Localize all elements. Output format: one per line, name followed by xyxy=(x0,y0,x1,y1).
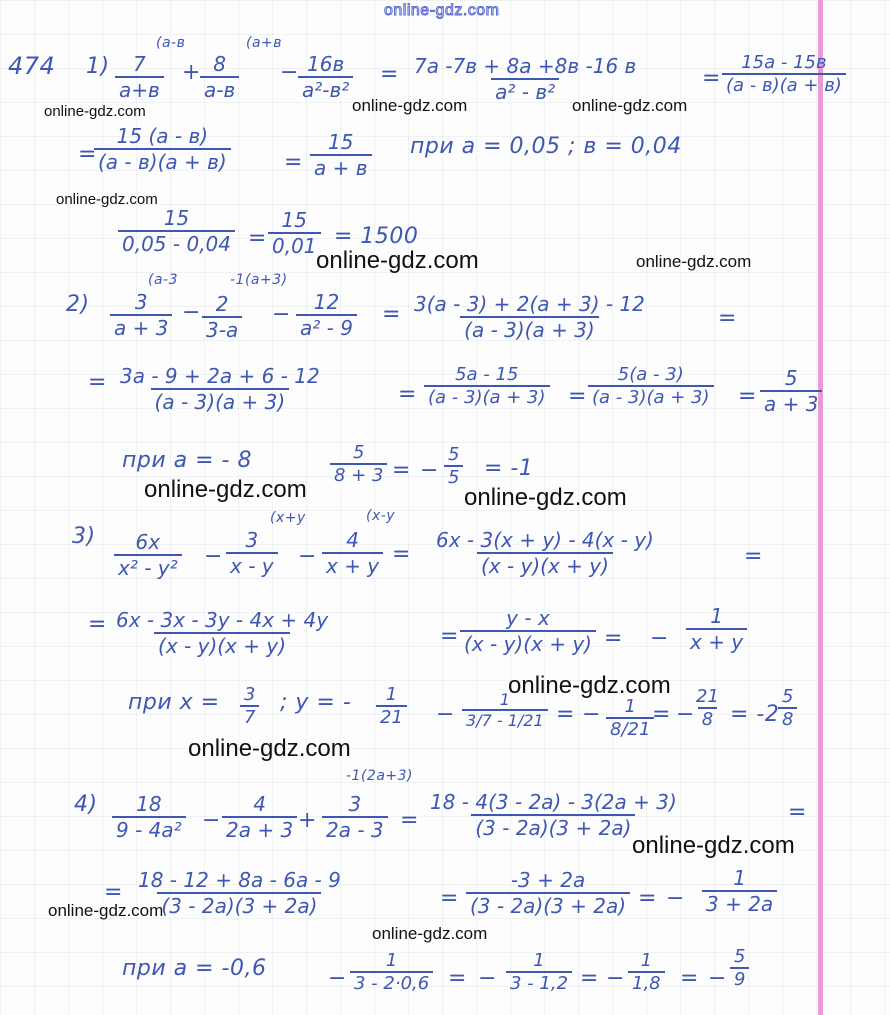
watermark: online-gdz.com xyxy=(464,484,627,511)
equals-sign: = xyxy=(78,142,97,167)
denominator: (a - 3)(a + 3) xyxy=(460,316,599,342)
denominator: 1,8 xyxy=(628,971,665,994)
watermark: online-gdz.com xyxy=(44,103,146,120)
part-2-label: 2) xyxy=(66,292,90,317)
minus-sign: − xyxy=(606,966,625,991)
numerator: 5 xyxy=(448,444,460,465)
p3-mixed-fraction xyxy=(778,686,797,730)
denominator: 3-a xyxy=(202,316,242,342)
p4-t3-sup: -1(2a+3) xyxy=(346,768,414,784)
denominator: 3 - 2·0,6 xyxy=(350,971,433,994)
denominator: 8 xyxy=(778,707,797,730)
p2-calc-1 xyxy=(330,442,387,486)
denominator: (a - 3)(a + 3) xyxy=(151,388,290,414)
p3-result-4 xyxy=(686,604,747,654)
p1-calc-2 xyxy=(268,208,321,258)
numerator: 16в xyxy=(307,52,345,76)
equals-sign: = xyxy=(440,624,459,649)
equals-sign: = xyxy=(604,626,623,651)
numerator: 3 xyxy=(244,684,256,705)
p3-y-value xyxy=(376,684,407,728)
p2-calc-2 xyxy=(444,444,463,488)
numerator: 7a -7в + 8a +8в -16 в xyxy=(414,54,637,78)
equals-sign: = xyxy=(88,612,107,637)
numerator: 6x - 3x - 3y - 4x + 4y xyxy=(116,608,329,632)
p3-y-label: ; y = - xyxy=(280,690,352,715)
minus-sign: − xyxy=(202,808,221,833)
p2-term-2 xyxy=(202,292,242,342)
equals-sign: = xyxy=(382,302,401,327)
numerator: 5 xyxy=(352,442,365,463)
p3-calc-2 xyxy=(606,696,654,740)
numerator: 5a - 15 xyxy=(455,364,519,385)
denominator: a-в xyxy=(200,76,239,102)
denominator: (3 - 2a)(3 + 2a) xyxy=(471,814,635,840)
denominator: 8 xyxy=(698,707,717,730)
p2-term-1 xyxy=(110,290,172,340)
minus-sign: − xyxy=(582,702,601,727)
minus-sign: − xyxy=(676,702,695,727)
denominator: (a - 3)(a + 3) xyxy=(588,385,714,408)
watermark: online-gdz.com xyxy=(572,96,688,115)
p1-result-2 xyxy=(722,52,846,96)
numerator: 6x - 3(x + y) - 4(x - y) xyxy=(436,528,654,552)
numerator: 5 xyxy=(784,366,798,390)
equals-sign: = xyxy=(392,542,411,567)
equals-sign: = xyxy=(718,306,737,331)
watermark: online-gdz.com xyxy=(372,924,488,943)
numerator: 18 - 12 + 8a - 6a - 9 xyxy=(138,868,341,892)
denominator: (x - y)(x + y) xyxy=(460,630,596,656)
numerator: 4 xyxy=(253,792,266,816)
denominator: 8 + 3 xyxy=(330,463,387,486)
watermark: online-gdz.com xyxy=(632,832,795,859)
p3-term-1 xyxy=(114,530,182,580)
denominator: a² - в² xyxy=(491,78,559,104)
plus-sign: + xyxy=(298,808,317,833)
denominator: 7 xyxy=(240,705,259,728)
watermark: online-gdz.com xyxy=(352,96,468,115)
p1-result-3 xyxy=(94,124,231,174)
p1-condition: при a = 0,05 ; в = 0,04 xyxy=(410,134,682,159)
numerator: 1 xyxy=(533,950,545,971)
numerator: -3 + 2a xyxy=(510,868,586,892)
equals-sign: = xyxy=(392,458,411,483)
p3-result-3 xyxy=(460,606,596,656)
equals-sign: = xyxy=(248,226,267,251)
denominator: 5 xyxy=(444,465,463,488)
numerator: 4 xyxy=(346,528,359,552)
watermark: online-gdz.com xyxy=(48,901,164,920)
p1-term-1 xyxy=(115,52,164,102)
denominator: a² - 9 xyxy=(296,314,357,340)
denominator: (x - y)(x + y) xyxy=(154,632,290,658)
p1-result: = 1500 xyxy=(334,224,419,249)
numerator: 15 xyxy=(163,206,190,230)
numerator: 3 xyxy=(245,528,259,552)
numerator: 15 xyxy=(281,208,307,232)
watermark: online-gdz.com xyxy=(508,672,671,699)
p3-result-2 xyxy=(112,608,332,658)
numerator: 1 xyxy=(640,950,653,971)
equals-sign: = xyxy=(556,702,575,727)
p2-result: = -1 xyxy=(484,456,534,481)
denominator: a + 3 xyxy=(760,390,822,416)
p3-t3-sup: (x-y xyxy=(366,508,396,524)
numerator: 6x xyxy=(135,530,161,554)
numerator: 15 (a - в) xyxy=(116,124,209,148)
minus-sign: − xyxy=(280,60,299,85)
denominator: 3 + 2a xyxy=(702,890,777,916)
numerator: 7 xyxy=(133,52,146,76)
p1-result-4 xyxy=(310,130,372,180)
watermark: online-gdz.com xyxy=(56,191,158,208)
p3-term-2 xyxy=(226,528,278,578)
numerator: 3a - 9 + 2a + 6 - 12 xyxy=(120,364,320,388)
p2-term-3 xyxy=(296,290,357,340)
denominator: x + y xyxy=(686,628,747,654)
denominator: 3 - 1,2 xyxy=(506,971,572,994)
numerator: 18 - 4(3 - 2a) - 3(2a + 3) xyxy=(430,790,677,814)
denominator: 8/21 xyxy=(606,717,654,740)
watermark: online-gdz.com xyxy=(316,247,479,274)
equals-sign: = xyxy=(380,62,399,87)
minus-sign: − xyxy=(182,300,201,325)
equals-sign: = xyxy=(284,150,303,175)
numerator: 2 xyxy=(215,292,229,316)
watermark: online-gdz.com xyxy=(636,252,752,271)
denominator: (3 - 2a)(3 + 2a) xyxy=(466,892,630,918)
equals-sign: = xyxy=(738,384,757,409)
denominator: (a - в)(a + в) xyxy=(94,148,231,174)
denominator: x + y xyxy=(322,552,383,578)
p2-result-2 xyxy=(116,364,324,414)
equals-sign: = xyxy=(568,384,587,409)
numerator: 1 xyxy=(733,866,746,890)
part-1-label: 1) xyxy=(86,54,110,79)
denominator: (a - 3)(a + 3) xyxy=(424,385,550,408)
denominator: 21 xyxy=(376,705,407,728)
numerator: 8 xyxy=(213,52,226,76)
p4-calc-3 xyxy=(628,950,665,994)
denominator: (a - в)(a + в) xyxy=(722,73,846,96)
numerator: 1 xyxy=(499,690,510,709)
p4-result-3 xyxy=(466,868,630,918)
minus-sign: − xyxy=(328,966,347,991)
p3-mixed-whole: = -2 xyxy=(730,702,780,727)
numerator: 1 xyxy=(385,950,398,971)
numerator: 18 xyxy=(136,792,162,816)
denominator: 0,01 xyxy=(268,232,321,258)
numerator: y - x xyxy=(506,606,550,630)
numerator: 1 xyxy=(624,696,636,717)
numerator: 21 xyxy=(696,686,719,707)
denominator: 3/7 - 1/21 xyxy=(462,709,548,730)
numerator: 3 xyxy=(348,792,362,816)
p2-result-1 xyxy=(410,292,649,342)
p1-calc-1 xyxy=(118,206,235,256)
numerator: 15 xyxy=(328,130,354,154)
minus-sign: − xyxy=(650,626,669,651)
minus-sign: − xyxy=(420,458,439,483)
part-4-label: 4) xyxy=(74,792,98,817)
p2-result-4 xyxy=(588,364,714,408)
watermark: online-gdz.com xyxy=(144,476,307,503)
numerator: 1 xyxy=(385,684,398,705)
p4-calc-2 xyxy=(506,950,572,994)
denominator: x² - y² xyxy=(114,554,182,580)
denominator: x - y xyxy=(226,552,278,578)
watermark: online-gdz.com xyxy=(188,735,351,762)
p4-condition: при a = -0,6 xyxy=(122,956,267,981)
plus-sign: + xyxy=(182,60,201,85)
p3-t2-sup: (x+y xyxy=(270,510,306,526)
denominator: (x - y)(x + y) xyxy=(477,552,613,578)
numerator: 15a - 15в xyxy=(741,52,827,73)
numerator: 3(a - 3) + 2(a + 3) - 12 xyxy=(414,292,645,316)
minus-sign: − xyxy=(298,544,317,569)
problem-number: 474 xyxy=(8,52,56,80)
part-3-label: 3) xyxy=(72,524,96,549)
equals-sign: = xyxy=(104,880,123,905)
denominator: a + в xyxy=(310,154,372,180)
numerator: 3 xyxy=(134,290,148,314)
p4-term-1 xyxy=(112,792,186,842)
margin-line xyxy=(818,0,823,1015)
p4-term-2 xyxy=(222,792,297,842)
minus-sign: − xyxy=(478,966,497,991)
denominator: 2a + 3 xyxy=(222,816,297,842)
numerator: 12 xyxy=(313,290,340,314)
denominator: (3 - 2a)(3 + 2a) xyxy=(157,892,321,918)
p2-condition: при a = - 8 xyxy=(122,448,252,473)
denominator: a²-в² xyxy=(298,76,353,102)
p2-t2-sup: -1(a+3) xyxy=(230,272,288,288)
equals-sign: = xyxy=(448,966,467,991)
p1-term-3 xyxy=(298,52,353,102)
equals-sign: = xyxy=(788,800,807,825)
equals-sign: = xyxy=(398,382,417,407)
p1-t1-sup: (a-в xyxy=(156,35,186,51)
equals-sign: = xyxy=(652,702,671,727)
p3-term-3 xyxy=(322,528,383,578)
denominator: 9 xyxy=(730,967,749,990)
denominator: 9 - 4a² xyxy=(112,816,186,842)
numerator: 5 xyxy=(734,946,746,967)
minus-sign: − xyxy=(708,966,727,991)
numerator: 5 xyxy=(782,686,794,707)
p3-result-1 xyxy=(432,528,658,578)
denominator: 2a - 3 xyxy=(322,816,388,842)
p3-x-value xyxy=(240,684,259,728)
p4-calc-4 xyxy=(730,946,749,990)
p3-condition: при x = xyxy=(128,690,220,715)
minus-sign: − xyxy=(436,702,455,727)
equals-sign: = xyxy=(580,966,599,991)
equals-sign: = xyxy=(88,370,107,395)
p4-result-2 xyxy=(134,868,345,918)
equals-sign: = xyxy=(744,544,763,569)
p3-calc-3 xyxy=(692,686,723,730)
minus-sign: − xyxy=(666,886,685,911)
denominator: a + 3 xyxy=(110,314,172,340)
p1-t2-sup: (a+в xyxy=(246,35,283,51)
denominator: 0,05 - 0,04 xyxy=(118,230,235,256)
p4-term-3 xyxy=(322,792,388,842)
p1-term-2 xyxy=(200,52,239,102)
equals-sign: = xyxy=(400,808,419,833)
p2-result-3 xyxy=(424,364,550,408)
numerator: 5(a - 3) xyxy=(617,364,684,385)
equals-sign: = xyxy=(440,886,459,911)
p4-result-4 xyxy=(702,866,777,916)
p2-result-5 xyxy=(760,366,822,416)
header-watermark: online-gdz.com xyxy=(384,2,500,19)
equals-sign: = xyxy=(680,966,699,991)
minus-sign: − xyxy=(204,544,223,569)
p4-calc-1 xyxy=(350,950,433,994)
p2-t1-sup: (a-3 xyxy=(148,272,178,288)
numerator: 1 xyxy=(710,604,723,628)
minus-sign: − xyxy=(272,302,291,327)
equals-sign: = xyxy=(702,66,721,91)
equals-sign: = xyxy=(638,886,657,911)
denominator: a+в xyxy=(115,76,164,102)
